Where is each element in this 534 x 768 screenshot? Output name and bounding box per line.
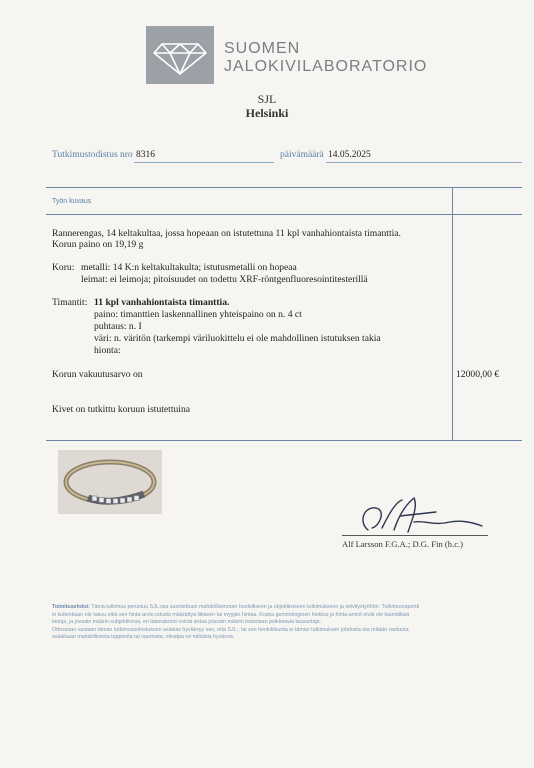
mounted-note: Kivet on tutkittu koruun istutettuina xyxy=(52,404,191,415)
org-line-2: JALOKIVILABORATORIO xyxy=(224,58,428,75)
organization-name xyxy=(224,40,427,76)
description-line-2: Korun paino on 19,19 g xyxy=(52,239,144,250)
timantit-color: väri: n. väritön (tarkempi väriluokittelu ei ole mahdollinen istutuksen takia xyxy=(94,333,381,344)
bracelet-photo xyxy=(58,450,162,514)
work-description-heading: Työn kuvaus xyxy=(52,198,92,205)
city: Helsinki xyxy=(245,106,289,120)
terms-line-1 xyxy=(52,604,504,612)
box-header-border xyxy=(46,214,522,215)
timantit-label: Timantit: xyxy=(52,297,88,308)
box-column-divider xyxy=(452,187,453,440)
terms-line-3: tietoja, ja jossain määrin subjektiivisia, eri laboratoriot voivat antaa joissain määrin toisistaan poikkeavia lausuntoja. xyxy=(52,619,322,626)
insurance-value-amount: 12000,00 € xyxy=(456,369,500,380)
org-line-1: SUOMEN xyxy=(224,40,301,57)
date-value: 14.05.2025 xyxy=(328,150,371,160)
box-bottom-border xyxy=(46,440,522,441)
koru-metal: metalli: 14 K:n keltakultakulta; istutusmetalli on hopeaa xyxy=(81,262,297,273)
sjl-abbrev: SJL xyxy=(257,92,277,106)
terms-line-4: Ottessaan vastaan tämän tutkimusselostuksen asiakas hyväksyy sen, että SJL:, tai sen henkilökunta ei tämän tutkimuksen johdosta ota mitään vastuuta xyxy=(52,626,409,633)
certificate-number-value: 8316 xyxy=(136,150,155,160)
date-label: päivämäärä xyxy=(280,150,324,160)
terms-footer xyxy=(52,604,504,642)
diamond-logo-icon xyxy=(146,26,214,84)
insurance-value-label: Korun vakuutusarvo on xyxy=(52,369,143,380)
certificate-number-label: Tutkimustodistus nro xyxy=(52,150,133,160)
signer-name: Alf Larsson F.G.A.; D.G. Fin (h.c.) xyxy=(342,539,464,549)
timantit-clarity: puhtaus: n. I xyxy=(94,321,142,332)
box-top-border xyxy=(46,187,522,188)
terms-text-1: Tämä tutkimus perustuu SJL:ssa suoritettuun mahdollisimman huolelliseen ja objektiiviseen tutkimukseen ja selvitystyöhön. Tutkimusraportti xyxy=(91,604,420,610)
koru-marks: leimat: ei leimoja; pitoisuudet on todettu XRF-röntgenfluoresointitesterillä xyxy=(81,274,368,285)
terms-line-2: ei kuitenkaan ole takuu eikä sen hinta-arvio odusta määrättyä liikkeen tai myyjän hintaa. Koska gemmologinen hioktus ja hinta-arviot eivät ole täsmällisiä xyxy=(52,611,410,618)
koru-label: Koru: xyxy=(52,262,75,273)
signature-line xyxy=(342,535,488,536)
terms-line-5: asiakkaan mahdollisesta tappiosta tai vauriosta, olivatpa ne millaisia hyvänsä. xyxy=(52,634,235,641)
date-underline xyxy=(326,162,522,163)
timantit-cut: hionta: xyxy=(94,345,121,356)
timantit-weight: paino: timanttien laskennallinen yhteispaino on n. 4 ct xyxy=(94,309,302,320)
timantit-title: 11 kpl vanhahiontaista timanttia. xyxy=(94,297,230,308)
terms-lead: Toimitusehdot: xyxy=(52,604,90,610)
description-line-1: Rannerengas, 14 keltakultaa, jossa hopeaan on istutettuna 11 kpl vanhahiontaista timanttia. xyxy=(52,228,401,239)
number-underline xyxy=(134,162,274,163)
